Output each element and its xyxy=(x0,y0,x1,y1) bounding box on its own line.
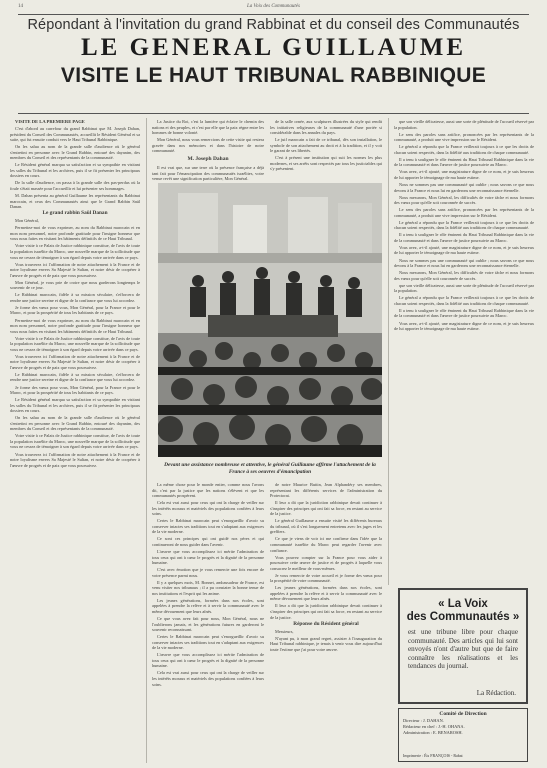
paragraph: Nous mesurons, Mon Général, les difficultés de votre tâche et nous formons des vœux pour qu'elle soit couronnée de succès. xyxy=(394,194,534,206)
paragraph: La même chose pour le monde entier, comme nous l'avons dit, c'est par la justice que les nations s'élèvent et que les communautés prospèrent. xyxy=(152,482,264,499)
paragraph: C'est d'abord au carrefour du grand Rabbinat que M. Joseph Dahan, président du Conseil des Communautés, accueillit le Résident Général et sa suite, qui fut ensuite conduit vers le Haut Tribunal Rabbinique. xyxy=(10,126,140,143)
signature: M. Joseph Dahan xyxy=(187,155,229,162)
paragraph: L'œuvre que vous accomplissez ici mérite l'admiration de tous ceux qui ont à cœur le progrès et la dignité de la personne humaine. xyxy=(152,549,264,566)
article-column-1 xyxy=(10,119,140,763)
paragraph: Votre visite à ce Palais de Justice rabbinique constitue, de l'avis de toute la population israélite du Maroc, une nouvelle marque de la sollicitude que vous ne cessez de témoigner à son égard depuis votre arrivée dans ce pays. xyxy=(10,335,140,352)
paragraph: Il a tenu à souligner le rôle éminent du Haut Tribunal Rabbinique dans la vie de la communauté et dans l'œuvre de justice poursuivie au Maroc. xyxy=(394,307,534,319)
header-rule xyxy=(18,14,529,15)
paragraph: Nous ne sommes pas une communauté qui oublie ; nous savons ce que nous devons à la France et nous lui en garderons une reconnaissance éternelle. xyxy=(394,257,534,269)
article-column-4 xyxy=(394,119,534,582)
paragraph: Je vous remercie de votre accueil et je forme des vœux pour la prospérité de votre communauté. xyxy=(270,572,382,584)
column-lead: VISITE DE LA PREMIERE PAGE xyxy=(15,119,85,124)
paragraph: Mon Général, nous vous remercions de cette visite qui restera gravée dans nos mémoires et dans l'histoire de notre communauté. xyxy=(152,137,264,154)
paragraph: M. Dahan présenta au général Guillaume les représentants du Rabbinat marocain, et ceux des Communautés ainsi que le Grand Rabbin Saül Danan. xyxy=(10,193,140,210)
paragraph: Ce sont ces principes qui ont guidé nos pères et qui continueront de nous guider dans l'avenir. xyxy=(152,536,264,547)
paragraph: On les salua au nom de la grande salle d'audience où le général s'entretint en personne avec le Grand Rabbin, entouré des dayanim, des membres du Conseil et des représentants de la communauté. xyxy=(10,415,140,432)
paragraph: Nous mesurons, Mon Général, les difficultés de votre tâche et nous formons des vœux pour qu'elle soit couronnée de succès. xyxy=(394,270,534,281)
paragraph: Messieurs, xyxy=(275,628,294,634)
editorial-notice-box xyxy=(398,588,528,704)
paragraph: que son vieille délicatesse, aussi une sorte de plénitude de l'accueil réservé par la population. xyxy=(394,119,534,130)
journal-title: La Voix des Communautés xyxy=(247,4,300,9)
paragraph: Le Rabbinat marocain, fidèle à sa mission séculaire, s'efforcera de rendre une justice sereine et digne de la confiance que vous lui accordez. xyxy=(10,371,140,383)
paragraph: Le juif marocain a fait de ce tribunal, dès son installation, le symbole de son attachement au droit et à la tradition, et il y voit le garant de ses libertés. xyxy=(270,137,382,154)
paragraph: Vous pouvez compter sur la France pour vous aider à poursuivre cette œuvre de justice et de progrès à laquelle vous consacrez le meilleur de vous-mêmes. xyxy=(270,554,382,571)
article-kicker: Répondant à l'invitation du grand Rabbinat et du conseil des Communautés xyxy=(27,17,520,33)
paragraph: Il est vrai que, sur une terre où la présence française a déjà tant fait pour l'émancipation des communautés israélites, votre venue revêt une signification particulière, Mon Général. xyxy=(152,165,264,181)
paragraph: Certes le Rabbinat marocain peut s'enorgueillir d'avoir su conserver intactes ses traditions tout en s'adaptant aux exigences de la vie moderne. xyxy=(152,518,264,535)
article-column-3 xyxy=(270,119,382,181)
article-headline: LE GENERAL GUILLAUME xyxy=(80,34,467,61)
paragraph: Je forme des vœux pour vous, Mon Général, pour la France et pour le Maroc, et pour la prospérité de tous les habitants de ce pays. xyxy=(10,384,140,396)
notice-body: est une tribune libre pour chaque communauté. Des articles qui lui sont envoyés n'ont d'autre but que de faire connaître les réalisations et les tendances du journal. xyxy=(408,628,518,671)
notice-signature: La Rédaction. xyxy=(476,689,516,697)
paragraph: Le Résident général marqua sa satisfaction et sa sympathie en visitant les salles du Tribunal et les archives, puis il se fit présenter les principaux dossiers en cours. xyxy=(10,397,140,414)
paragraph: Il leur a dit que la juridiction rabbinique devait continuer à s'inspirer des principes qui ont fait sa force, en restant au service de la justice. xyxy=(270,603,382,620)
paragraph: Ce que vous avez fait pour nous, Mon Général, nous ne l'oublierons jamais, et les générations futures en garderont le souvenir reconnaissant. xyxy=(152,616,264,633)
paragraph: C'est à présent une institution qui suit les normes les plus modernes, et ses arrêts sont respectés par tous les justiciables qui s'y présentent. xyxy=(270,155,382,172)
board-line-director: Directeur : J. DAHAN. xyxy=(403,718,444,723)
notice-title-line-2: des Communautés » xyxy=(406,611,520,623)
section-title: Réponse du Résident général xyxy=(293,620,359,627)
paragraph: Il y a quelques mois, M. Bonnet, ambassadeur de France, est venu visiter nos tribunaux ; il a pu constater la bonne tenue de nos institutions et l'esprit qui les anime. xyxy=(152,579,264,596)
paragraph: C'est avec émotion que je vous remercie une fois encore de votre présence parmi nous. xyxy=(152,567,264,578)
paragraph: Il a tenu à souligner le rôle éminent du Haut Tribunal Rabbinique dans la vie de la communauté et dans l'œuvre de justice poursuivie au Maroc. xyxy=(394,156,534,168)
page-number: 14 xyxy=(18,4,23,9)
article-column-2 xyxy=(152,119,264,181)
notice-title-line-1: « La Voix xyxy=(438,598,488,610)
article-column-6 xyxy=(270,482,382,763)
paragraph: Permettez-moi de vous exprimer, au nom du Rabbinat marocain et en mon nom personnel, notre profonde gratitude pour l'insigne honneur que vous nous faites en visitant les bâtiments définitifs de ce Haut Tribunal. xyxy=(10,317,140,334)
board-line-editor: Rédacteur en chef : J.-H. OHANA. xyxy=(403,723,465,729)
paragraph: Cela est vrai aussi pour ceux qui ont la charge de veiller sur les intérêts moraux et matériels des populations confiées à leurs soins. xyxy=(152,670,264,687)
paragraph: De la salle d'audience, on passa à la grande salle des pas-perdus où la foule s'était massée pour l'accueillir et lui présenter ses hommages. xyxy=(10,180,140,192)
paragraph: Vous trouverez ici l'affirmation de notre attachement à la France et de notre loyalisme envers Sa Majesté le Sultan, et notre désir de coopérer à l'œuvre de progrès et de paix que vous poursuivez. xyxy=(10,261,140,278)
paragraph: Le général a répondu que la France veillerait toujours à ce que les droits de chacun soient respectés, dans la fidélité aux traditions de chaque communauté. xyxy=(394,144,534,155)
paragraph: L'œuvre que vous accomplissez ici mérite l'admiration de tous ceux qui ont à cœur le progrès et la dignité de la personne humaine. xyxy=(152,652,264,669)
paragraph: Le sens des paroles sans artifice, prononcées par les représentants de la communauté, a produit une vive impression sur le Résident. xyxy=(394,207,534,218)
paragraph: Mon Général, je vous prie de croire que nous garderons longtemps le souvenir de ce jour. xyxy=(10,279,140,291)
paragraph: Il leur a dit que la juridiction rabbinique devait continuer à s'inspirer des principes qui ont fait sa force, en restant au service de la justice. xyxy=(270,500,382,517)
section-title: Le grand rabbin Saül Danan xyxy=(42,210,108,217)
editorial-board-box xyxy=(398,708,528,762)
paragraph: de la salle ornée, aux sculptures illustrées du style qui rendit les initiatives religieuses de la communauté d'une portée si considérable dans les annales du pays. xyxy=(270,119,382,136)
paragraph: Le Rabbinat marocain, fidèle à sa mission séculaire, s'efforcera de rendre une justice sereine et digne de la confiance que vous lui accordez. xyxy=(10,292,140,303)
paragraph: Les jeunes générations, formées dans nos écoles, sont appelées à prendre la relève et à servir la communauté avec le même dévouement que leurs aînés. xyxy=(152,597,264,614)
photo-caption: Devant une assistance nombreuse et attentive, le général Guillaume affirme l'attachement de la France à ses oeuvres d'émancipation xyxy=(164,462,376,475)
headline-rule xyxy=(18,113,529,114)
paragraph: Le général a répondu que la France veillerait toujours à ce que les droits de chacun soient respectés, dans la fidélité aux traditions de chaque communauté. xyxy=(394,295,534,306)
paragraph: Vous avez, a-t-il ajouté, une magistrature digne de ce nom, et je suis heureux de lui apporter le témoignage de ma haute estime. xyxy=(394,244,534,256)
paragraph: La Justice du Roi, c'est la lumière qui éclaire le chemin des nations et des peuples, et c'est par elle que la paix règne entre les hommes de bonne volonté. xyxy=(152,119,264,136)
paragraph: Le général Guillaume a ensuite visité les différents bureaux du tribunal, où il s'est longuement entretenu avec les juges et les greffiers. xyxy=(270,518,382,535)
paragraph: Les jeunes générations, formées dans nos écoles, sont appelées à prendre la relève et à servir la communauté avec le même dévouement que leurs aînés. xyxy=(270,585,382,602)
article-column-5 xyxy=(152,482,264,763)
paragraph: Le Résident général marqua sa satisfaction et sa sympathie en visitant les salles du Tribunal et les archives, puis il se fit présenter les principaux dossiers en cours. xyxy=(10,162,140,179)
paragraph: Il a tenu à souligner le rôle éminent du Haut Tribunal Rabbinique dans la vie de la communauté et dans l'œuvre de justice poursuivie au Maroc. xyxy=(394,232,534,243)
paragraph: Ce que je viens de voir ici me confirme dans l'idée que la communauté israélite du Maroc peut regarder l'avenir avec confiance. xyxy=(270,536,382,553)
board-title: Comité de Direction xyxy=(439,711,487,717)
photo-illustration xyxy=(158,183,382,457)
column-divider xyxy=(146,118,147,763)
paragraph: Nous ne sommes pas une communauté qui oublie ; nous savons ce que nous devons à la France et nous lui en garderons une reconnaissance éternelle. xyxy=(394,181,534,193)
paragraph: Cela est vrai aussi pour ceux qui ont la charge de veiller sur les intérêts moraux et matériels des populations confiées à leurs soins. xyxy=(152,500,264,517)
paragraph: que son vieille délicatesse, aussi une sorte de plénitude de l'accueil réservé par la population. xyxy=(394,282,534,294)
column-divider xyxy=(388,118,389,585)
board-line-admin: Administration : E. BENAROSH. xyxy=(403,729,463,735)
paragraph: Votre visite à ce Palais de Justice rabbinique constitue, de l'avis de toute la population israélite du Maroc, une nouvelle marque de la sollicitude que vous ne cessez de témoigner à son égard depuis votre arrivée dans ce pays. xyxy=(10,433,140,450)
paragraph: Vous trouverez ici l'affirmation de notre attachement à la France et de notre loyalisme envers Sa Majesté le Sultan, et notre désir de coopérer à l'œuvre de progrès et de paix que vous poursuivez. xyxy=(10,353,140,370)
event-photo xyxy=(158,183,382,457)
paragraph: Le général a répondu que la France veillerait toujours à ce que les droits de chacun soient respectés, dans la fidélité aux traditions de chaque communauté. xyxy=(394,219,534,231)
paragraph: On les salua au nom de la grande salle d'audience où le général s'entretint en personne avec le Grand Rabbin, entouré des dayanim, des membres du Conseil et des représentants de la communauté. xyxy=(10,144,140,161)
paragraph: Le sens des paroles sans artifice, prononcées par les représentants de la communauté, a produit une vive impression sur le Résident. xyxy=(394,131,534,143)
paragraph: Vous trouverez ici l'affirmation de notre attachement à la France et de notre loyalisme envers Sa Majesté le Sultan, et notre désir de coopérer à l'œuvre de progrès et de paix que vous poursuivez. xyxy=(10,451,140,468)
paragraph: Vous avez, a-t-il ajouté, une magistrature digne de ce nom, et je suis heureux de lui apporter le témoignage de ma haute estime. xyxy=(394,169,534,180)
paragraph: Votre visite à ce Palais de Justice rabbinique constitue, de l'avis de toute la population israélite du Maroc, une nouvelle marque de la sollicitude que vous ne cessez de témoigner à son égard depuis votre arrivée dans ce pays. xyxy=(10,243,140,260)
paragraph: Certes le Rabbinat marocain peut s'enorgueillir d'avoir su conserver intactes ses traditions tout en s'adaptant aux exigences de la vie moderne. xyxy=(152,634,264,651)
paragraph: Mon Général, xyxy=(15,218,39,224)
paragraph: Vous avez, a-t-il ajouté, une magistrature digne de ce nom, et je suis heureux de lui apporter le témoignage de ma haute estime. xyxy=(394,320,534,332)
paragraph: de notre Maurice Buttin, Jean Alphandéry ses membres, représentant les différents services de l'administration du Protectorat. xyxy=(270,482,382,499)
board-printer: Imprimerie : Éts FRANÇOIS - Rabat xyxy=(403,753,463,759)
notice-title xyxy=(400,598,526,624)
paragraph: Permettez-moi de vous exprimer, au nom du Rabbinat marocain et en mon nom personnel, notre profonde gratitude pour l'insigne honneur que vous nous faites en visitant les bâtiments définitifs de ce Haut Tribunal. xyxy=(10,225,140,242)
running-head xyxy=(18,4,529,14)
paragraph: Je forme des vœux pour vous, Mon Général, pour la France et pour le Maroc, et pour la prospérité de tous les habitants de ce pays. xyxy=(10,304,140,316)
article-subheadline: VISITE LE HAUT TRIBUNAL RABBINIQUE xyxy=(60,64,487,87)
paragraph: N'ayant pu, à mon grand regret, assister à l'inauguration du Haut Tribunal rabbinique, je tenais à venir vous dire aujourd'hui toute l'estime que j'ai pour votre œuvre. xyxy=(270,635,382,652)
